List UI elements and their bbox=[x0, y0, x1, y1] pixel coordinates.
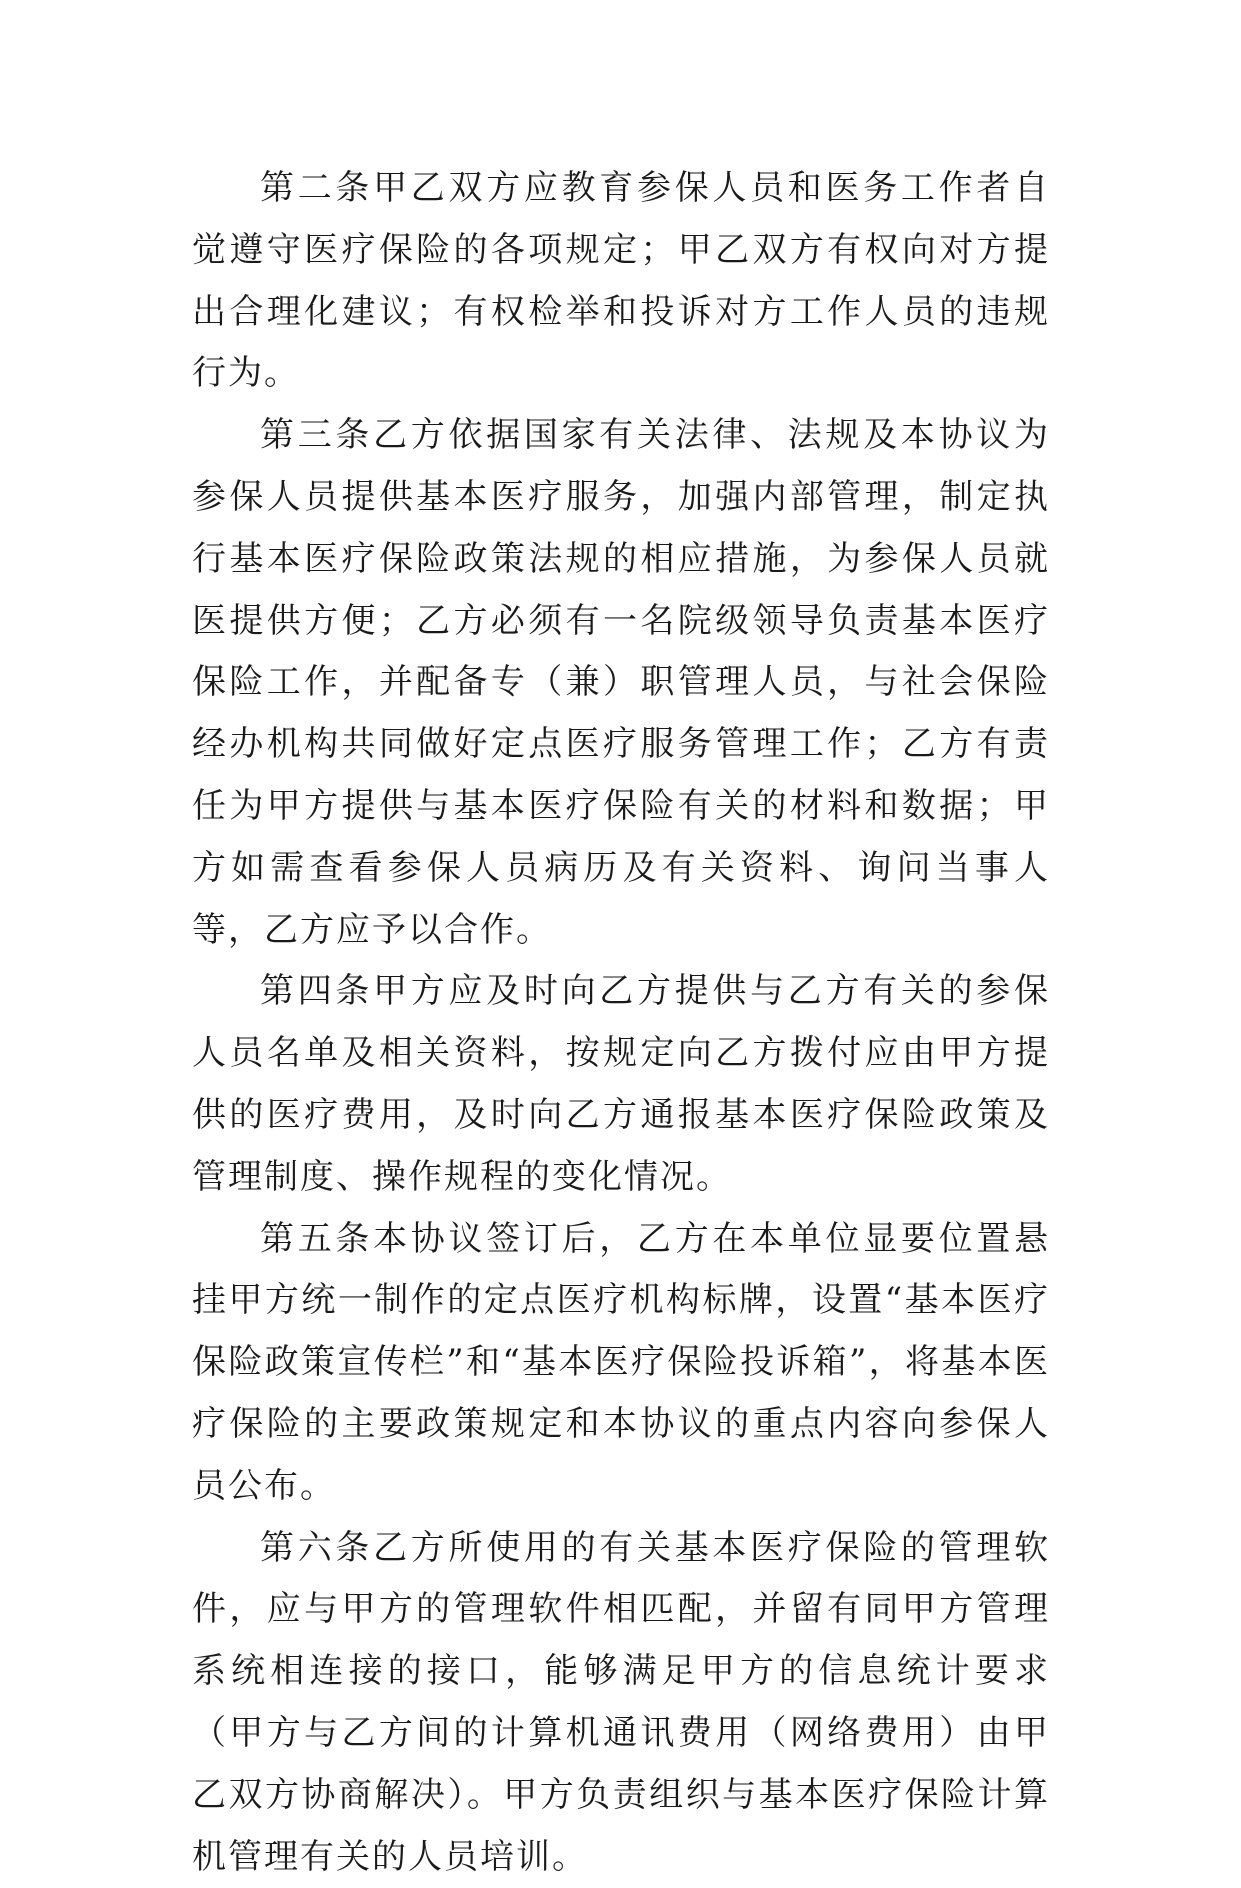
article-4-paragraph: 第四条甲方应及时向乙方提供与乙方有关的参保人员名单及相关资料，按规定向乙方拨付应由甲方提供的医疗费用，及时向乙方通报基本医疗保险政策及管理制度、操作规程的变化情况。 bbox=[192, 971, 1050, 1197]
article-2-paragraph: 第二条甲乙双方应教育参保人员和医务工作者自觉遵守医疗保险的各项规定；甲乙双方有权向对方提出合理化建议；有权检举和投诉对方工作人员的违规行为。 bbox=[192, 168, 1050, 394]
document-body bbox=[192, 158, 1050, 1888]
article-6-paragraph: 第六条乙方所使用的有关基本医疗保险的管理软件，应与甲方的管理软件相匹配，并留有同甲方管理系统相连接的接口，能够满足甲方的信息统计要求（甲方与乙方间的计算机通讯费用（网络费用）由甲乙双方协商解决）。甲方负责组织与基本医疗保险计算机管理有关的人员培训。 bbox=[192, 1527, 1050, 1877]
article-3-paragraph: 第三条乙方依据国家有关法律、法规及本协议为参保人员提供基本医疗服务，加强内部管理，制定执行基本医疗保险政策法规的相应措施，为参保人员就医提供方便；乙方必须有一名院级领导负责基本医疗保险工作，并配备专（兼）职管理人员，与社会保险经办机构共同做好定点医疗服务管理工作；乙方有责任为甲方提供与基本医疗保险有关的材料和数据；甲方如需查看参保人员病历及有关资料、询问当事人等，乙方应予以合作。 bbox=[192, 415, 1050, 950]
article-5-paragraph: 第五条本协议签订后，乙方在本单位显要位置悬挂甲方统一制作的定点医疗机构标牌，设置“基本医疗保险政策宣传栏”和“基本医疗保险投诉箱”，将基本医疗保险的主要政策规定和本协议的重点内容向参保人员公布。 bbox=[192, 1218, 1050, 1506]
